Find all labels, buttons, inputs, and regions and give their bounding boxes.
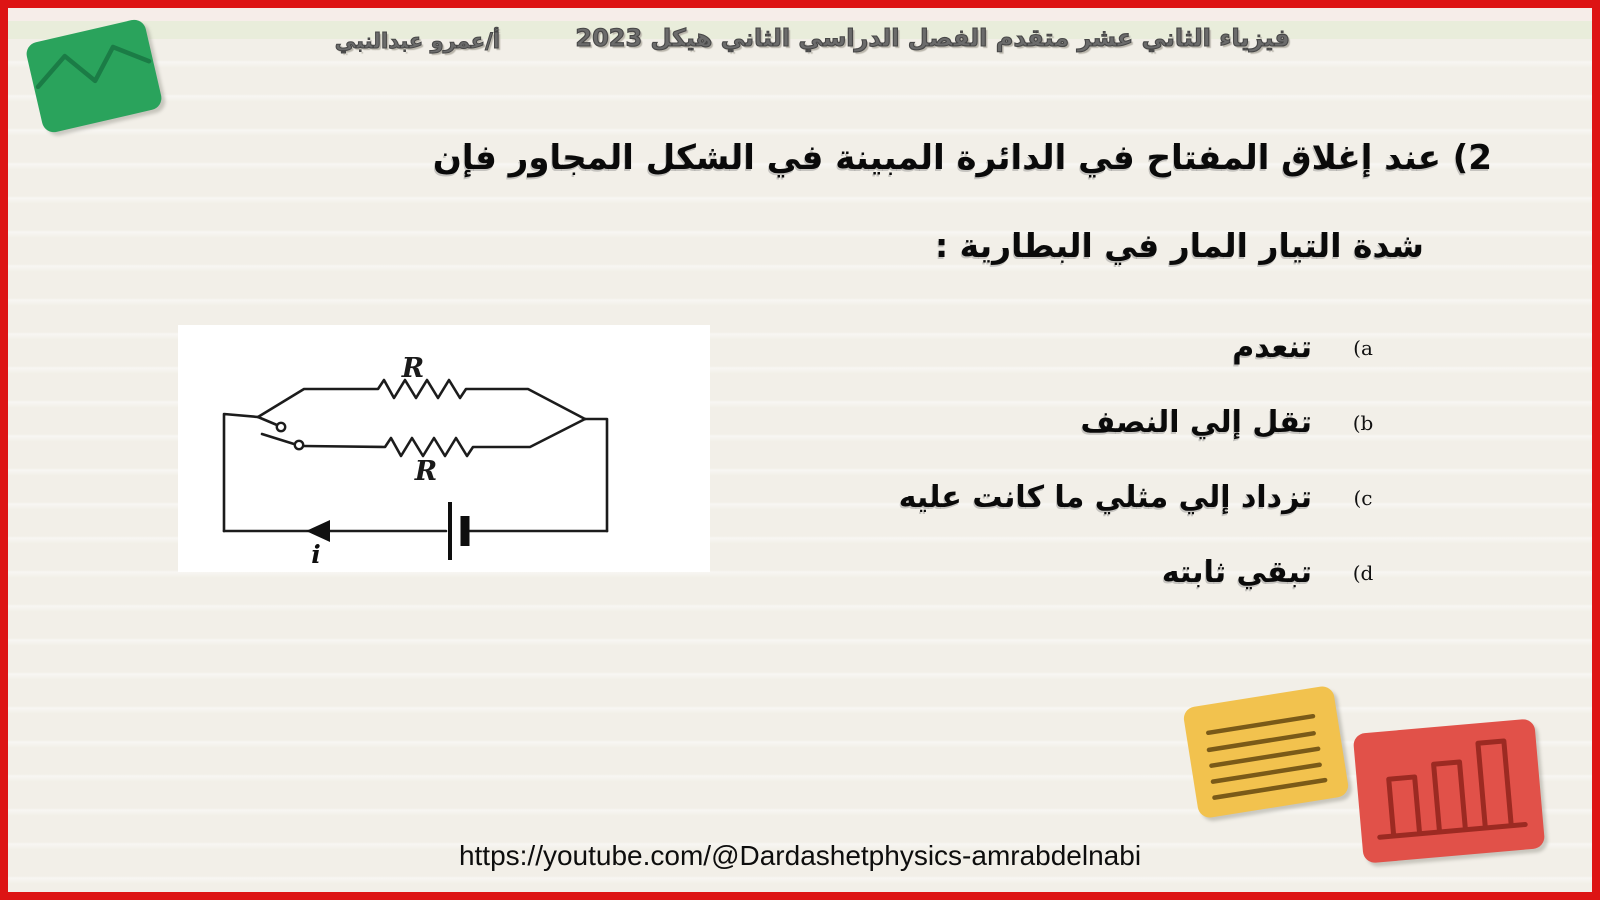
option-text-a: تنعدم [1232,330,1312,365]
teacher-name: أ/عمرو عبدالنبي [334,29,500,53]
course-title: فيزياء الثاني عشر متقدم الفصل الدراسي الثاني هيكل 2023 [575,24,1290,52]
left-wire [224,414,258,531]
option-row-c [899,480,1378,515]
switch-contact-2 [295,441,303,449]
option-letter-a: a) [1353,335,1373,360]
bottom-branch-wire [303,419,585,456]
right-wire [585,419,607,531]
question-line-1: 2) عند إغلاق المفتاح في الدائرة المبينة في الشكل المجاور فإن [432,138,1492,178]
option-text-c: تزداد إلي مثلي ما كانت عليه [898,480,1312,515]
note-lines-icon [1182,685,1350,819]
option-row-a [899,330,1378,365]
option-letter-c: c) [1353,485,1373,510]
switch-lever [262,434,294,444]
current-label: i [311,540,321,569]
question-block [433,138,1492,265]
option-letter-d: d) [1352,560,1374,585]
resistor-bottom-label: R [414,456,438,487]
current-arrow-icon [306,520,330,542]
switch-contact-1 [277,423,285,431]
option-row-b [899,405,1378,440]
switch-stub-wire [258,417,277,425]
option-text-d: تبقي ثابته [1161,555,1312,590]
yellow-note-sticker-icon [1182,685,1350,819]
youtube-channel-link[interactable]: https://youtube.com/@Dardashetphysics-amrabdelnabi [458,840,1142,871]
resistor-top-label: R [401,353,425,384]
option-row-d [899,555,1378,590]
top-branch-wire [258,380,585,419]
circuit-diagram [178,325,710,572]
option-text-b: تقل إلي النصف [1080,405,1312,440]
top-pink-band [0,8,1600,21]
option-letter-b: b) [1352,410,1374,435]
question-line-2: شدة التيار المار في البطارية : [935,226,1424,265]
answer-options [899,330,1378,630]
